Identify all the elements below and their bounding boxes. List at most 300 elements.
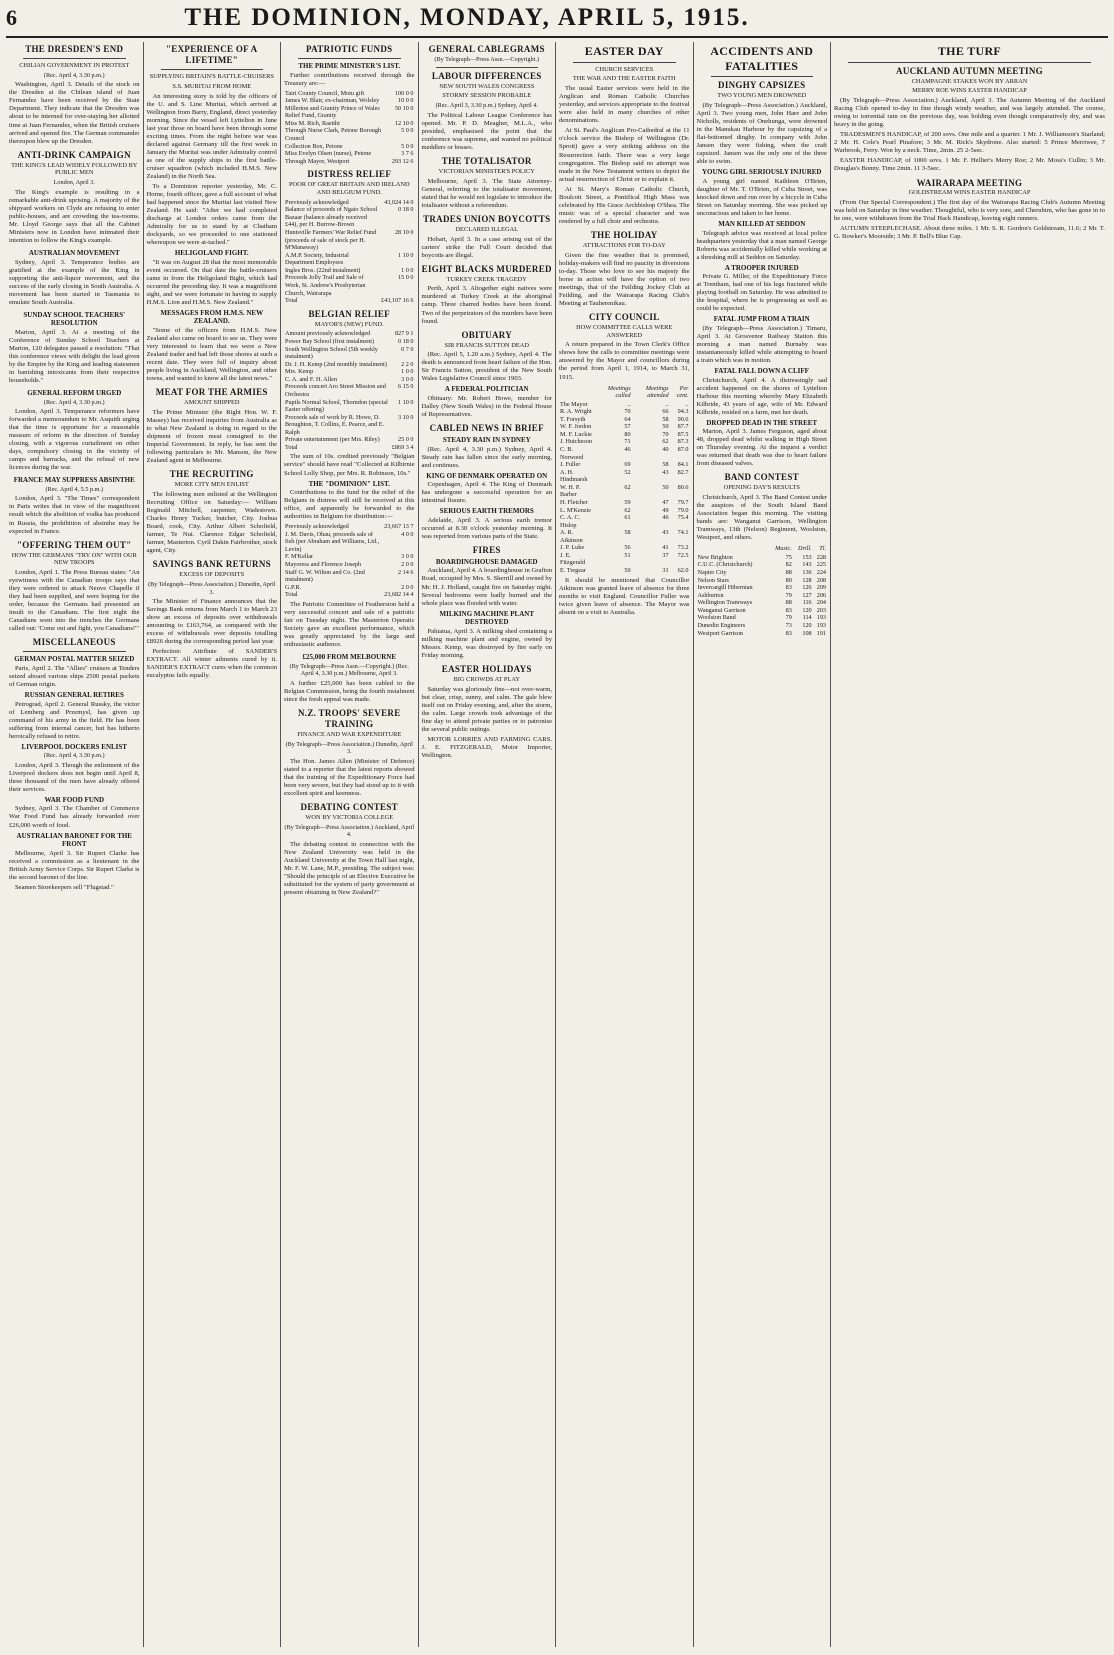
contributor-name: South Wellington School (5th weekly instalment) bbox=[285, 345, 378, 361]
table-cell: 52 bbox=[624, 468, 631, 476]
amount: 43,024 14 0 bbox=[384, 198, 414, 206]
easter-holidays-body: Saturday was gloriously fine—not over-warm, but clear, crisp, sunny, and calm. The gale blew itself out on Friday evening, and, after the storm, the calm. Large crowds took advantage of the fine day to attend private parties or to patronise the several public outings. bbox=[421, 685, 552, 733]
contributor-name: Mayoress and Florence Joseph bbox=[285, 561, 362, 568]
column-3 bbox=[281, 42, 419, 1647]
table-cell: 50 bbox=[662, 423, 669, 431]
amount: 2 0 0 bbox=[401, 561, 414, 568]
train-body: (By Telegraph—Press Association.) Timaru, April 3. At Grosvenor Railway Station this morning a man named Burnaby was instantaneously killed while attempting to board a train which was in motion. bbox=[696, 324, 827, 364]
divider bbox=[23, 651, 126, 652]
easter-day-headline: EASTER DAY bbox=[584, 44, 664, 58]
steeplechase-results: AUTUMN STEEPLECHASE. About three miles. 1 Mr. S. R. Gordon's Goldstream, 11.6; 2 Mr. T. G. Bowker's Moorside; 3 Mr. P. Bell's Blue Cap. bbox=[834, 225, 1105, 241]
warfood-body: Sydney, April 3. The Chamber of Commerce War Food Fund has already forwarded over £26,000 worth of food. bbox=[9, 805, 140, 829]
amount: 23,667 13 7 bbox=[384, 523, 414, 531]
debate-headline: DEBATING CONTEST bbox=[300, 801, 398, 812]
table-row bbox=[284, 330, 415, 338]
table-cell: 58 bbox=[662, 415, 669, 423]
dresden-body: Washington, April 3. Details of the stock on the Dresden at the Chilean island of Juan Fernandez have been received by the State Department. They indicate that the Dresden was about to be interned for over-staying her allotted time at Juan Fernandez, when the British cruisers arrived and opened fire. The German commander thereupon blew up the Dresden. bbox=[9, 81, 140, 145]
muritai-subhead: SUPPLYING BRITAIN'S BATTLE-CRUISERS bbox=[149, 72, 274, 80]
amount: 1 0 0 bbox=[401, 266, 414, 274]
table-row bbox=[284, 297, 415, 305]
table-row bbox=[284, 591, 415, 599]
table-cell: 126 bbox=[802, 584, 812, 592]
federal-headline: A FEDERAL POLITICIAN bbox=[444, 385, 529, 394]
easter-day-body-2: At St. Paul's Anglican Pro-Cathedral at the 11 o'clock service the Bishop of Wellington (Dr. Sprott) gave a very striking address on the Resurrection faith. There was a very large congregation. The Bishop said no attempt was made in the New Testament writers to depict the actual resurrection of Christ or to explain it. bbox=[559, 127, 690, 183]
messages-label: MESSAGES FROM H.M.S. NEW ZEALAND. bbox=[160, 308, 264, 326]
liverpool-dateline: (Rec. April 4, 3.30 p.m.) bbox=[43, 752, 105, 760]
table-cell: 62 bbox=[624, 506, 631, 514]
meat-body: The Prime Minister (the Right Hon. W. F. Massey) has received inquiries from Australia as to what New Zealand is doing in regard to the shipment of frozen meat consigned to the Imperial Government. In reply, he has sent the following particulars to Mr. Manson, the New Zealand agent in Melbourne. bbox=[146, 408, 277, 465]
amount: 1 10 0 bbox=[398, 251, 414, 259]
table-row bbox=[559, 484, 690, 499]
table-cell: 114 bbox=[802, 614, 812, 622]
table-cell: 206 bbox=[816, 591, 826, 599]
newspaper-title: THE DOMINION, MONDAY, APRIL 5, 1915. bbox=[184, 4, 750, 31]
eight-article bbox=[422, 264, 553, 326]
table-row bbox=[697, 607, 828, 615]
obituary-body: (Rec. April 5, 1.20 a.m.) Sydney, April 4. The death is announced from heart failure of the Hon. Sir Francis Sutton, president of the New South Wales Legislative Council since 1903. bbox=[421, 351, 552, 383]
table-cell: 73.2 bbox=[677, 544, 689, 552]
reform-body: London, April 3. Temperance reformers have forwarded a memorandum to Mr. Asquith urging that the time is opportune for a reasonable measure of reform in the direction of Sunday closing, with a vigorous curtailment on other days, compulsory closing in the vicinity of camps and barracks, and the refusal of new licences during the war. bbox=[9, 408, 140, 472]
table-row bbox=[284, 206, 415, 229]
offering-subhead: HOW THE GERMANS "TRY ON" WITH OUR NEW TROOPS bbox=[11, 551, 137, 567]
table-cell: 88 bbox=[785, 599, 792, 607]
column-2 bbox=[144, 42, 282, 1647]
reform-headline: GENERAL REFORM URGED bbox=[27, 388, 122, 397]
masthead bbox=[6, 0, 1108, 38]
table-row bbox=[284, 561, 415, 569]
russian-headline: RUSSIAN GENERAL RETIRES bbox=[24, 691, 124, 699]
table-cell: Westport Garrison bbox=[697, 629, 743, 637]
seddon-body: Telegraph advice was received at local police headquarters yesterday that a man named George Roberts was accidentally killed while working at a threshing mill at Seddon on Saturday. bbox=[696, 229, 827, 261]
divider bbox=[298, 58, 401, 59]
table-cell: C. B. Norwood bbox=[560, 446, 584, 461]
table-cell: R. A. Wright bbox=[560, 408, 592, 416]
muritai-body-4: "Some of the officers from H.M.S. New Zealand also came on board to see us. They were very interested to learn that we were a New Zealand trader and had left those shores at such a recent date. They were full of inquiry about people living in Auckland, Wellington, and other towns, and wanted to know all the latest news." bbox=[146, 326, 277, 383]
amount: 827 9 1 bbox=[394, 330, 414, 338]
amount: 50 10 0 bbox=[394, 104, 414, 112]
amount: 2 2 0 bbox=[401, 360, 414, 368]
contributor-name: Tairi County Council, Motu gift bbox=[285, 89, 365, 97]
table-row bbox=[697, 569, 828, 577]
column-7 bbox=[831, 42, 1108, 1647]
table-row bbox=[559, 544, 690, 552]
france-article bbox=[9, 476, 140, 535]
table-row bbox=[284, 158, 415, 166]
table-cell: 83 bbox=[785, 584, 792, 592]
labour-subhead: NEW SOUTH WALES CONGRESS bbox=[439, 82, 535, 90]
column-header bbox=[697, 544, 770, 554]
trooper-body: Private G. Miller, of the Expeditionary Force at Trentham, had one of his legs fractured while playing football on Saturday. He was admitted to the hospital, where he is progressing as well as could be expected. bbox=[696, 273, 827, 313]
dinghy-body: (By Telegraph—Press Association.) Auckland, April 3. Two young men, John Hare and John Nicholls, residents of Onehunga, were drowned in the Manukau Harbour by the capsizing of a flat-bottomed dinghy. In company with John Jansen they were fishing, when the craft capsized. Jansen was the only one of the three able to swim. bbox=[696, 102, 827, 166]
accidents-section bbox=[697, 44, 828, 468]
contributor-name: Proceeds sale of work by R. Howe, D. Broughton, T. Collins, E. Pearce, and E. Ralph bbox=[285, 413, 385, 436]
denmark-headline: KING OF DENMARK OPERATED ON bbox=[426, 471, 548, 480]
contributor-name: C. A. and F. H. Allen bbox=[285, 375, 337, 383]
australian-article bbox=[9, 249, 140, 307]
easter-day-body-3: At St. Mary's Roman Catholic Church, Boulcott Street, a Pontifical High Mass was celebrated by His Grace Archbishop O'Shea. The music was of a special character and was rendered by a full choir and orchestra. bbox=[559, 185, 690, 225]
divider bbox=[711, 76, 814, 77]
divider bbox=[23, 58, 126, 59]
table-cell: 46 bbox=[624, 446, 631, 454]
table-cell: 61 bbox=[624, 514, 631, 522]
table-row bbox=[559, 423, 690, 431]
amount: 0 7 0 bbox=[401, 345, 414, 353]
table-row bbox=[697, 599, 828, 607]
savings-dateline: (By Telegraph—Press Association.) Dunedin, April 3. bbox=[148, 580, 276, 596]
page-number: 6 bbox=[6, 5, 17, 30]
liverpool-headline: LIVERPOOL DOCKERS ENLIST bbox=[21, 742, 127, 751]
muritai-body-1: An interesting story is told by the officers of the U. and S. Line Muritai, which arrived at Wellington from Barry, England, direct yesterday morning. Since the vessel left Lyttelton in June last year those on board have been through some exciting times. From the night before war was declared against Germany till the first week in January the Muritai was under Admiralty control as one of the supply ships to the first battle-cruiser squadron (which included H.M.S. New Zealand) in the North Sea. bbox=[146, 92, 277, 180]
totalisator-headline: THE TOTALISATOR bbox=[441, 155, 532, 166]
table-cell: 74.1 bbox=[677, 529, 689, 537]
trooper-headline: A TROOPER INJURED bbox=[724, 263, 799, 272]
melbourne-headline: £25,000 FROM MELBOURNE bbox=[302, 653, 397, 661]
wairarapa-headline: WAIRARAPA MEETING bbox=[916, 177, 1023, 188]
council-body: A return prepared in the Town Clerk's Office shows how the calls to committee meetings were answered by the Mayor and councillors during the period from April 1, 1914, to March 31, 1915. bbox=[559, 341, 690, 381]
table-cell: Napier City bbox=[697, 569, 727, 577]
table-cell: 56 bbox=[624, 544, 631, 552]
amount: 293 12 6 bbox=[391, 157, 414, 165]
column-5 bbox=[556, 42, 694, 1647]
amount: 10 0 0 bbox=[398, 97, 414, 105]
table-cell: 153 bbox=[802, 553, 812, 561]
column-6 bbox=[694, 42, 832, 1647]
sunday-headline: SUNDAY SCHOOL TEACHERS' RESOLUTION bbox=[23, 310, 126, 328]
cliff-headline: FATAL FALL DOWN A CLIFF bbox=[714, 367, 809, 375]
contributor-name: Total bbox=[285, 297, 298, 305]
table-cell: C.U.C. (Christchurch) bbox=[697, 561, 753, 569]
contributor-name: Mrs. Kemp bbox=[285, 368, 314, 376]
auckland-body: (By Telegraph—Press Association.) Auckland, April 3. The Autumn Meeting of the Auckland Racing Club opened to-day in fine though windy weather, and was largely attended. The course, owing to torrential rain on the previous day, was holding even though comparatively dry, and was heavy in the going. bbox=[834, 97, 1105, 129]
table-cell: 228 bbox=[816, 553, 826, 561]
table-cell: 87.0 bbox=[677, 446, 689, 454]
table-cell: 120 bbox=[802, 606, 812, 614]
divider bbox=[573, 62, 676, 63]
contributor-name: Private entertainment (per Mrs. Riley) bbox=[285, 436, 380, 444]
table-row bbox=[284, 553, 415, 561]
distress-headline: DISTRESS RELIEF bbox=[307, 169, 392, 180]
table-row bbox=[697, 614, 828, 622]
table-cell: 79 bbox=[785, 614, 792, 622]
meat-subhead: AMOUNT SHIPPED bbox=[184, 399, 240, 407]
troops-article bbox=[284, 708, 415, 798]
holiday-headline: THE HOLIDAY bbox=[590, 229, 658, 240]
amount: 2 0 0 bbox=[401, 583, 414, 591]
table-cell: 193 bbox=[816, 614, 826, 622]
table-row bbox=[284, 436, 415, 444]
table-cell: J. E. Fitzgerald bbox=[560, 551, 586, 567]
table-cell: The Mayor bbox=[560, 400, 588, 408]
table-cell: 88 bbox=[785, 569, 792, 577]
contributor-name: Ingles Bros. (22nd instalment) bbox=[285, 266, 361, 274]
table-row bbox=[284, 143, 415, 151]
denmark-body: Copenhagen, April 4. The King of Denmark has undergone a successful operation for an intestinal fissure. bbox=[421, 481, 552, 505]
amount: 3 0 0 bbox=[401, 553, 414, 561]
table-row bbox=[284, 346, 415, 361]
tradesmen-results: TRADESMEN'S HANDICAP, of 200 sovs. One mile and a quarter. 1 Mr. J. Williamson's Starland; 2 Mr. H. Cole's Pearl Pinafore; 3 Mr. M. Rick's Skydrone. Also started: 5 Prince Merriwee, 7 Warbrook, Ferry. Won by a neck. Time, 2min. 25 2-5sec. bbox=[834, 131, 1105, 155]
muritai-article bbox=[147, 44, 278, 383]
table-row bbox=[284, 127, 415, 142]
easter-handicap-results: EASTER HANDICAP, of 1000 sovs. 1 Mr. F. Hellier's Merry Roe; 2 Mr. Moss's Cullin; 3 Mr. Douglas's Bonny. Time 2min. 11 3-5sec. bbox=[834, 157, 1105, 173]
debate-subhead: WON BY VICTORIA COLLEGE bbox=[305, 813, 394, 821]
council-body-2: It should be mentioned that Councillor Atkinson was granted leave of absence for three months to visit England. Councillor Fuller was twice given leave of absence. The Mayor was absent on a visit to Australia. bbox=[559, 576, 690, 616]
amount: £869 3 4 bbox=[391, 443, 414, 451]
anti-drink-subhead: THE KING'S LEAD WIDELY FOLLOWED BY PUBLIC MEN bbox=[11, 161, 138, 177]
table-row bbox=[284, 267, 415, 275]
contributor-name: A.M.P. Society, Industrial Department Employees bbox=[285, 251, 349, 267]
steady-headline: STEADY RAIN IN SYDNEY bbox=[442, 436, 531, 445]
table-row bbox=[697, 554, 828, 562]
table-cell: 59 bbox=[624, 498, 631, 506]
council-article bbox=[559, 312, 690, 617]
contributor-name: Total bbox=[285, 443, 298, 451]
table-cell: 136 bbox=[802, 569, 812, 577]
table-cell: 50 bbox=[624, 567, 631, 575]
band-headline: BAND CONTEST bbox=[724, 472, 799, 483]
australian-headline: AUSTRALIAN MOVEMENT bbox=[28, 248, 120, 257]
band-body: Christchurch, April 3. The Band Contest under the auspices of the South Island Band Association began this morning. The visiting bands are: Wanganui Garrison, Wellington Tramways, 13th (Nelson) Regiment, Woolston, Westport, and others. bbox=[696, 494, 827, 542]
contributor-name: Through Mayor, Westport bbox=[285, 157, 350, 165]
table-row bbox=[284, 338, 415, 346]
table-cell: 83 bbox=[785, 606, 792, 614]
easter-day-body-1: The usual Easter services were held in the Anglican and Roman Catholic Churches yesterday, and services appropriate to the festival were also held in many churches of other denominations. bbox=[559, 85, 690, 125]
seriously-headline: YOUNG GIRL SERIOUSLY INJURED bbox=[702, 168, 822, 177]
amount: 6 15 0 bbox=[398, 383, 414, 391]
table-cell: 87.5 bbox=[677, 430, 689, 438]
labour-subhead-2: STORMY SESSION PROBABLE bbox=[442, 92, 532, 100]
belgian-table bbox=[284, 330, 415, 451]
belgian-subhead: MAYOR'S (NEW) FUND. bbox=[314, 320, 384, 328]
table-cell: 204 bbox=[816, 599, 826, 607]
offering-body: London, April 1. The Press Bureau states: "An eyewitness with the Canadian troops says that they were ordered to attack Neuve Chapelle if they had been supplied, and were hoping for the order, because the Germans had presented an insult to the Canadians. The first night the Canadians went into the trenches the Germans called out: 'Come out and fight, you Canadians!'" bbox=[9, 569, 140, 633]
misc-section bbox=[9, 637, 140, 891]
table-cell: 62 bbox=[662, 438, 669, 446]
easter-day-subhead: CHURCH SERVICES bbox=[595, 65, 654, 73]
contributor-name: Dr. J. H. Kemp (2nd monthly instalment) bbox=[285, 360, 387, 368]
easter-holidays-headline: EASTER HOLIDAYS bbox=[441, 663, 532, 674]
table-cell: .. bbox=[627, 400, 631, 408]
table-cell: J. Fuller bbox=[560, 461, 581, 469]
table-cell: L. M'Kenzie bbox=[560, 506, 592, 514]
patriotic-funds bbox=[284, 44, 415, 165]
table-cell: 225 bbox=[816, 561, 826, 569]
table-cell: 203 bbox=[816, 606, 826, 614]
savings-advert: Perfection: Attribute of SANDER'S EXTRACT. All winter ailments cured by it. SANDER'S EXTRACT cures when the common eucalyptus fails equally. bbox=[146, 648, 277, 680]
anti-drink-headline: ANTI-DRINK CAMPAIGN bbox=[17, 149, 131, 160]
table-cell: 191 bbox=[816, 629, 826, 637]
table-cell: 41 bbox=[662, 544, 669, 552]
totalisator-body: Melbourne, April 3. The State Attorney-General, referring to the totalisator movement, stated that he would not legislate to introduce the totalisator without a referendum. bbox=[421, 177, 552, 209]
easter-day-subhead-2: THE WAR AND THE EASTER FAITH bbox=[572, 75, 676, 83]
auckland-headline: AUCKLAND AUTUMN MEETING bbox=[896, 65, 1043, 76]
table-row bbox=[284, 368, 415, 376]
totalisator-article bbox=[422, 156, 553, 210]
easter-holidays-subhead: BIG CROWDS AT PLAY bbox=[453, 675, 521, 683]
table-cell: 208 bbox=[816, 576, 826, 584]
table-row bbox=[284, 361, 415, 369]
table-cell: 47 bbox=[662, 498, 669, 506]
table-row bbox=[284, 229, 415, 252]
dominion-intro: Contributions to the fund for the relief of the Belgians in distress will still be received at this office, and apparently be forwarded to the authorities in Belgium for distribution:— bbox=[284, 489, 415, 521]
table-cell: New Brighton bbox=[697, 553, 733, 561]
table-cell: Dunedin Engineers bbox=[697, 621, 746, 629]
holiday-article bbox=[559, 230, 690, 308]
table-row bbox=[697, 622, 828, 630]
amount: 28 10 0 bbox=[394, 229, 414, 237]
table-row bbox=[284, 584, 415, 592]
labour-body: The Political Labour League Conference has opened. Mr. P. D. Meagher, M.L.A., who presided, emphasised the point that the conference was supreme, and wanted no political meddlers or bosses. bbox=[421, 111, 552, 151]
pm-list-table bbox=[284, 90, 415, 166]
sunday-article bbox=[9, 311, 140, 385]
table-row bbox=[284, 90, 415, 98]
amount: 15 0 0 bbox=[398, 274, 414, 282]
column-header: Meetings called bbox=[607, 384, 631, 400]
table-row bbox=[559, 401, 690, 409]
savings-headline: SAVINGS BANK RETURNS bbox=[152, 559, 271, 570]
dresden-subhead: CHILIAN GOVERNMENT IN PROTEST bbox=[19, 61, 130, 69]
table-cell: 108 bbox=[802, 629, 812, 637]
table-cell: 40 bbox=[662, 446, 669, 454]
eight-headline: EIGHT BLACKS MURDERED bbox=[421, 263, 552, 274]
seddon-headline: MAN KILLED AT SEDDON bbox=[718, 219, 806, 228]
table-cell: 70 bbox=[662, 430, 669, 438]
debate-body: The debating contest in connection with the New Zealand University was held in the Auckland University at the Town Hall last night, Mr. F. W. Lane, M.P., presiding. The subject was: "Should the principle of an Elective Executive be substituted for the system of party government at present obtaining in New Zealand?" bbox=[284, 840, 415, 896]
distress-table bbox=[284, 199, 415, 305]
table-cell: 58 bbox=[662, 461, 669, 469]
table-row bbox=[284, 105, 415, 120]
muritai-subhead-2: S.S. MURITAI FROM HOME bbox=[172, 82, 252, 90]
table-row bbox=[284, 150, 415, 158]
melbourne-body: A further £25,000 has been cabled to the Belgian Commission, being the fourth instalment since the fresh appeal was made. bbox=[284, 679, 415, 703]
wairarapa-body: (From Our Special Correspondent.) The first day of the Wairarapa Racing Club's Autumn Meeting was held on Saturday in fine weather. Thoughtful, who is very sore, and Cherubim, who has gone in to be one, were withdrawn from the Trial Hack Handicap, leaving eight runners. bbox=[834, 199, 1105, 223]
table-cell: 80.6 bbox=[677, 483, 689, 491]
distress-subhead: POOR OF GREAT BRITAIN AND IRELAND AND BELGIUM FUND. bbox=[288, 181, 410, 196]
table-row bbox=[559, 514, 690, 529]
amount: 0 18 0 bbox=[398, 206, 414, 214]
gpm-headline: GERMAN POSTAL MATTER SEIZED bbox=[14, 655, 135, 664]
france-dateline: (Rec. April 4, 5.5 p.m.) bbox=[45, 485, 104, 493]
table-cell: Wellington Tramways bbox=[697, 599, 753, 607]
russian-body: Petrograd, April 2. General Russky, the victor of Lemberg and Przemysl, has given up command of his army in the field. He has been suffering from internal cancer, but has hitherto heroically refused to retire. bbox=[9, 700, 140, 740]
contributor-name: Proceeds concert Aro Street Mission and Orchestra bbox=[285, 383, 386, 398]
trades-headline: TRADES UNION BOYCOTTS bbox=[423, 213, 551, 224]
obituary-headline: OBITUARY bbox=[461, 329, 513, 340]
cablegrams-section bbox=[422, 44, 553, 152]
amount: 3 0 0 bbox=[401, 375, 414, 383]
band-article bbox=[697, 472, 828, 637]
table-row bbox=[284, 523, 415, 531]
offering-headline: "OFFERING THEM OUT" bbox=[16, 539, 132, 550]
table-cell: W. H. P. Barber bbox=[560, 483, 581, 499]
table-cell: 120 bbox=[802, 621, 812, 629]
patriotic-headline: PATRIOTIC FUNDS bbox=[306, 44, 393, 54]
table-cell: 79.7 bbox=[677, 498, 689, 506]
table-cell: 58 bbox=[624, 529, 631, 537]
council-table bbox=[559, 384, 690, 575]
savings-subhead: EXCESS OF DEPOSITS bbox=[179, 571, 245, 579]
pm-list-label: THE PRIME MINISTER'S LIST. bbox=[298, 61, 401, 70]
table-cell: 72.5 bbox=[677, 551, 689, 559]
meat-headline: MEAT FOR THE ARMIES bbox=[155, 387, 268, 398]
table-cell: 75.4 bbox=[677, 514, 689, 522]
contributor-name: Amount previously acknowledged bbox=[285, 330, 371, 338]
dresden-dateline: (Rec. April 4, 3.30 p.m.) bbox=[43, 71, 105, 79]
distress-article bbox=[284, 169, 415, 304]
trades-article bbox=[422, 214, 553, 260]
divider bbox=[161, 69, 264, 70]
contributor-name: Through Nurse Clark, Petone Borough Council bbox=[285, 127, 382, 142]
table-cell: 70 bbox=[624, 408, 631, 416]
debate-article bbox=[284, 802, 415, 897]
australian-body: Sydney, April 3. Temperance bodies are gratified at the example of the King in supporting the anti-liquor movement, and the success of the early closing in South Australia. A movement has been started in Tasmania to emulate South Australia. bbox=[9, 258, 140, 306]
table-cell: 143 bbox=[802, 561, 812, 569]
offering-article bbox=[9, 540, 140, 634]
table-row bbox=[284, 252, 415, 267]
table-cell: 83 bbox=[785, 629, 792, 637]
dinghy-headline: DINGHY CAPSIZES bbox=[718, 80, 806, 91]
table-row bbox=[697, 584, 828, 592]
belgian-headline: BELGIAN RELIEF bbox=[308, 308, 390, 319]
sunday-body: Marton, April 3. At a meeting of the Conference of Sunday School Teachers at Marton, 120 delegates passed a resolution: "That this conference views with delight the lead given by the Empire by the King and leading statesmen in banishing intoxicants from their respective households." bbox=[9, 328, 140, 384]
table-row bbox=[284, 444, 415, 452]
melbourne-dateline: (By Telegraph—Press Assn.—Copyright.) (Rec. April 4, 3.30 p.m.) Melbourne, April 3. bbox=[289, 662, 409, 678]
table-row bbox=[697, 577, 828, 585]
table-cell: 127 bbox=[802, 591, 812, 599]
footer-advert: Seamen Storekeepers sell "Flugstad." bbox=[15, 883, 114, 891]
table-cell: T. Forsyth bbox=[560, 415, 586, 423]
table-cell: 69 bbox=[624, 461, 631, 469]
amount: £43,107 16 6 bbox=[381, 297, 414, 305]
street-body: Marton, April 3. James Ferguson, aged about 48, dropped dead whilst walking in High Street on Thursday evening. At the inquest a verdict was returned that death was due to heart failure from diseased valves. bbox=[696, 428, 827, 468]
contributor-name: Miss M. Rich, Raetihi bbox=[285, 119, 340, 127]
table-cell: 57 bbox=[624, 423, 631, 431]
table-row bbox=[284, 97, 415, 105]
dresden-article bbox=[9, 44, 140, 146]
contributor-name: Previously acknowledged bbox=[285, 198, 349, 206]
table-cell: 82 bbox=[785, 561, 792, 569]
eight-body: Perth, April 3. Altogether eight natives were murdered at Turkey Creek at the aboriginal camp. Three charred bodies have been found. Two of the perpetrators of the murders have been found. bbox=[421, 285, 552, 325]
amount: 25 0 0 bbox=[398, 436, 414, 444]
seriously-body: A young girl named Kathleen O'Brien, daughter of Mr. T. O'Brien, of Cuba Street, was knocked down and run over by a bicycle in Cuba Street on Saturday morning. She was picked up unconscious and taken to her home. bbox=[696, 177, 827, 217]
muritai-body-2: To a Dominion reporter yesterday, Mr. C. Horne, fourth officer, gave a full account of what had happened since the Muritai last visited New Zealand. He said: "After we had completed discharge at London orders came from the Admiralty for us to stand by at Chatham dockyards, so we proceeded to one stationed whereupon we were at-tached." bbox=[146, 182, 277, 247]
france-body: London, April 3. "The Times" correspondent in Paris writes that in view of the magnificent result which the abolition of vodka has produced in Russia, the prohibition of absinthe may be expected in France. bbox=[9, 495, 140, 535]
baronet-headline: AUSTRALIAN BARONET FOR THE FRONT bbox=[16, 831, 132, 849]
table-cell: 62 bbox=[624, 483, 631, 491]
contributor-name: Proceeds Jolly Trail and Sale of Work, St. Andrew's Presbyterian Church, Wairarapa bbox=[285, 274, 366, 297]
table-cell: 80 bbox=[624, 430, 631, 438]
fires-section bbox=[422, 545, 553, 660]
divider bbox=[436, 67, 539, 68]
table-row bbox=[559, 408, 690, 416]
table-cell: 193 bbox=[816, 621, 826, 629]
table-row bbox=[559, 529, 690, 544]
fires-headline: FIRES bbox=[472, 544, 501, 555]
contributor-name: James W. Blair, ex-chairman, Wolsley bbox=[285, 97, 380, 105]
cabled-section bbox=[422, 423, 553, 541]
table-row bbox=[284, 199, 415, 207]
table-cell: 79 bbox=[785, 591, 792, 599]
troops-dateline: (By Telegraph—Press Association.) Dunedin, April 3. bbox=[285, 740, 413, 756]
anti-drink-body: The King's example is resulting in a remarkable anti-drink uprising. A majority of the shipyard workers on Clyde are refusing to enter public-houses, and are crowding the tea-rooms. Mr. Lloyd George says that all the Cabinet Ministers now in London have intimated their intention to follow the King's example. bbox=[9, 188, 140, 244]
column-header bbox=[559, 384, 597, 401]
table-cell: 94.3 bbox=[677, 408, 689, 416]
board-headline: BOARDINGHOUSE DAMAGED bbox=[435, 557, 538, 566]
table-cell: Nelson Stars bbox=[697, 576, 729, 584]
contributor-name: Staff G. W. Wilton and Co. (2nd instalment) bbox=[285, 568, 365, 584]
table-row bbox=[284, 399, 415, 414]
troops-headline: N.Z. TROOPS' SEVERE TRAINING bbox=[297, 707, 401, 729]
table-row bbox=[559, 461, 690, 469]
